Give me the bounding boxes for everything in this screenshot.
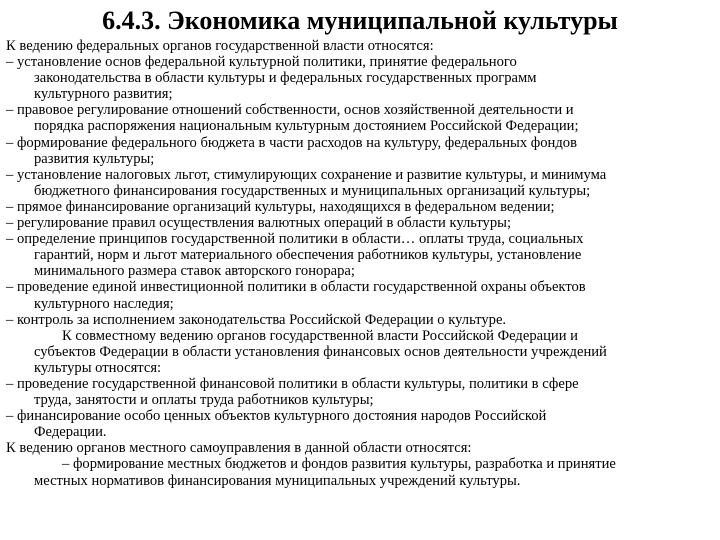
text-line: – финансирование особо ценных объектов культурного достояния народов Российской bbox=[6, 408, 547, 425]
text-line: развития культуры; bbox=[34, 150, 155, 167]
text-line: – контроль за исполнением законодательства Российской Федерации о культуре. bbox=[6, 311, 507, 328]
slide-title: 6.4.3. Экономика муниципальной культуры bbox=[102, 6, 618, 35]
text-line: гарантий, норм и льгот материального обеспечения работников культуры, установление bbox=[34, 247, 582, 264]
text-line: К ведению федеральных органов государственной власти относятся: bbox=[6, 38, 434, 54]
text-line: – проведение государственной финансовой политики в области культуры, политики в сфере bbox=[6, 375, 579, 392]
text-line: – регулирование правил осуществления валютных операций в области культуры; bbox=[6, 215, 512, 232]
text-line: – определение принципов государственной политики в области… оплаты труда, социальных bbox=[6, 231, 584, 248]
slide-body-text bbox=[6, 38, 714, 489]
text-line: – формирование местных бюджетов и фондов развития культуры, разработка и принятие bbox=[62, 456, 616, 473]
text-line: – правовое регулирование отношений собственности, основ хозяйственной деятельности и bbox=[6, 102, 574, 119]
text-line: субъектов Федерации в области установления финансовых основ деятельности учреждений bbox=[34, 343, 607, 360]
text-line: культуры относятся: bbox=[34, 359, 162, 376]
text-line: культурного развития; bbox=[34, 86, 173, 103]
text-line: К совместному ведению органов государственной власти Российской Федерации и bbox=[62, 327, 578, 344]
text-line: – формирование федерального бюджета в части расходов на культуру, федеральных фондов bbox=[6, 134, 577, 151]
text-line: – установление основ федеральной культурной политики, принятие федерального bbox=[6, 54, 517, 71]
text-line: порядка распоряжения национальным культурным достоянием Российской Федерации; bbox=[34, 118, 579, 135]
text-line: Федерации. bbox=[34, 424, 107, 441]
text-line: К ведению органов местного самоуправления в данной области относятся: bbox=[6, 440, 472, 457]
text-line: труда, занятости и оплаты труда работников культуры; bbox=[34, 392, 374, 409]
text-line: – прямое финансирование организаций культуры, находящихся в федеральном ведении; bbox=[6, 198, 555, 215]
text-line: бюджетного финансирования государственных и муниципальных организаций культуры; bbox=[34, 182, 591, 199]
text-line: местных нормативов финансирования муниципальных учреждений культуры. bbox=[34, 472, 521, 489]
text-line: минимального размера ставок авторского гонорара; bbox=[34, 263, 355, 280]
text-line: – проведение единой инвестиционной политики в области государственной охраны объектов bbox=[6, 279, 586, 296]
text-line: – установление налоговых льгот, стимулирующих сохранение и развитие культуры, и минимума bbox=[6, 166, 607, 183]
text-line: культурного наследия; bbox=[34, 295, 174, 312]
text-line: законодательства в области культуры и федеральных государственных программ bbox=[34, 70, 537, 87]
